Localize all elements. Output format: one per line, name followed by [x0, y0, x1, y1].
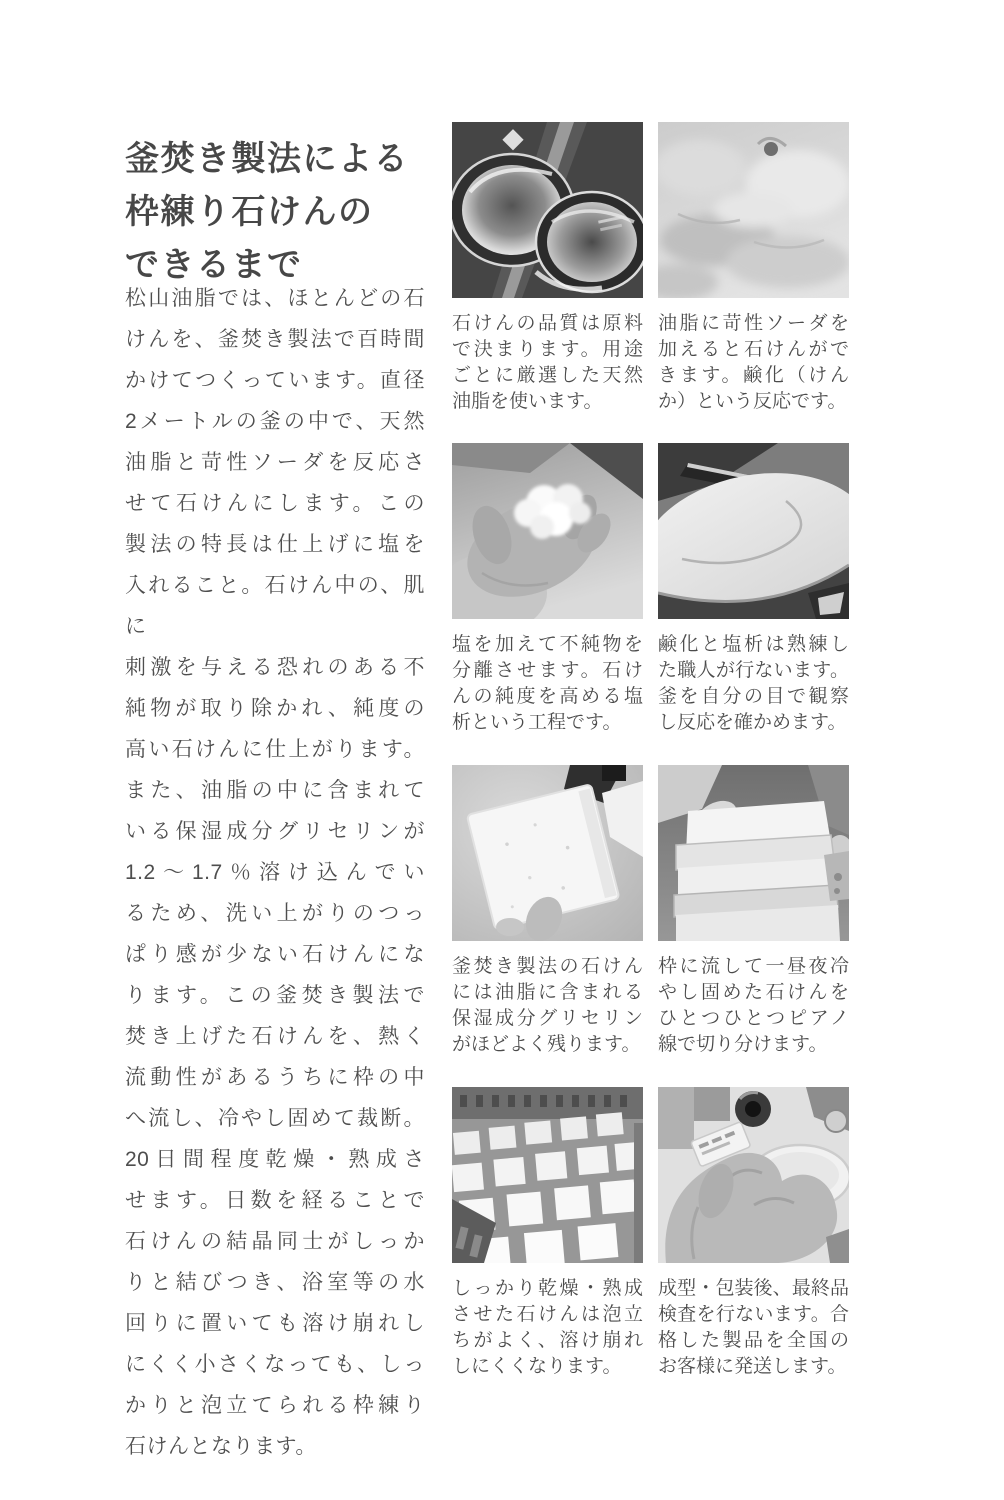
process-caption-5: 釜焚き製法の石けん には油脂に含まれる 保湿成分グリセリン がほどよく残ります。	[452, 956, 643, 1055]
process-step-6	[658, 765, 849, 1058]
process-caption-7: しっかり乾燥・熟成 させた石けんは泡立 ちがよく、溶け崩れ しにくくなります。	[452, 1278, 643, 1377]
oil-in-beakers-photo	[452, 122, 643, 298]
process-step-8	[658, 1087, 849, 1380]
body-text: 松山油脂では、ほとんどの石 けんを、釜焚き製法で百時間 かけてつくっています。直径 2メートルの釜の中で、天然 油脂と苛性ソーダを反応さ せて石けんにします。この 製法の特長は仕上げに塩を 入れること。石けん中の、肌に 刺激を与える恐れのある不 純物が取り除かれ、純度の 高い石けんに仕上がります。 また、油脂の中に含まれて いる保湿成分グリセリンが 1.2～1.7％溶け込んでい るため、洗い上がりのつっ ぱり感が少ない石けんにな ります。この釜焚き製法で 焚き上げた石けんを、熱く 流動性があるうちに枠の中 へ流し、冷やし固めて裁断。 20日間程度乾燥・熟成さ せます。日数を経ることで 石けんの結晶同士がしっか りと結びつき、浴室等の水 回りに置いても溶け崩れし にくく小さくなっても、しっ かりと泡立てられる枠練り 石けんとなります。	[125, 287, 425, 1458]
process-step-1	[452, 122, 643, 415]
process-caption-4: 鹸化と塩析は熟練し た職人が行ないます。 釜を自分の目で観察 し反応を確かめます。	[658, 634, 849, 733]
process-caption-8: 成型・包装後、最終品 検査を行ないます。合 格した製品を全国の お客様に発送します。	[658, 1278, 849, 1377]
process-caption-1: 石けんの品質は原料 で決まります。用途 ごとに厳選した天然 油脂を使います。	[452, 313, 643, 412]
process-caption-2: 油脂に苛性ソーダを 加えると石けんがで きます。鹸化（けん か）という反応です。	[658, 313, 849, 412]
process-caption-6: 枠に流して一昼夜冷 やし固めた石けんを ひとつひとつピアノ 線で切り分けます。	[658, 956, 849, 1055]
cooling-frames-photo	[658, 765, 849, 941]
soap-paste-photo	[658, 122, 849, 298]
process-step-5	[452, 765, 643, 1058]
packaging-inspection-photo	[658, 1087, 849, 1263]
process-step-3	[452, 443, 643, 736]
page-title: 釜焚き製法による 枠練り石けんの できるまで	[125, 139, 409, 284]
process-step-2	[658, 122, 849, 415]
hands-soap-curds-photo	[452, 443, 643, 619]
soap-slab-photo	[452, 765, 643, 941]
kettle-surface-photo	[658, 443, 849, 619]
process-step-4	[658, 443, 849, 736]
drying-rack-photo	[452, 1087, 643, 1263]
process-step-7	[452, 1087, 643, 1380]
process-caption-3: 塩を加えて不純物を 分離させます。石け んの純度を高める塩 析という工程です。	[452, 634, 643, 733]
